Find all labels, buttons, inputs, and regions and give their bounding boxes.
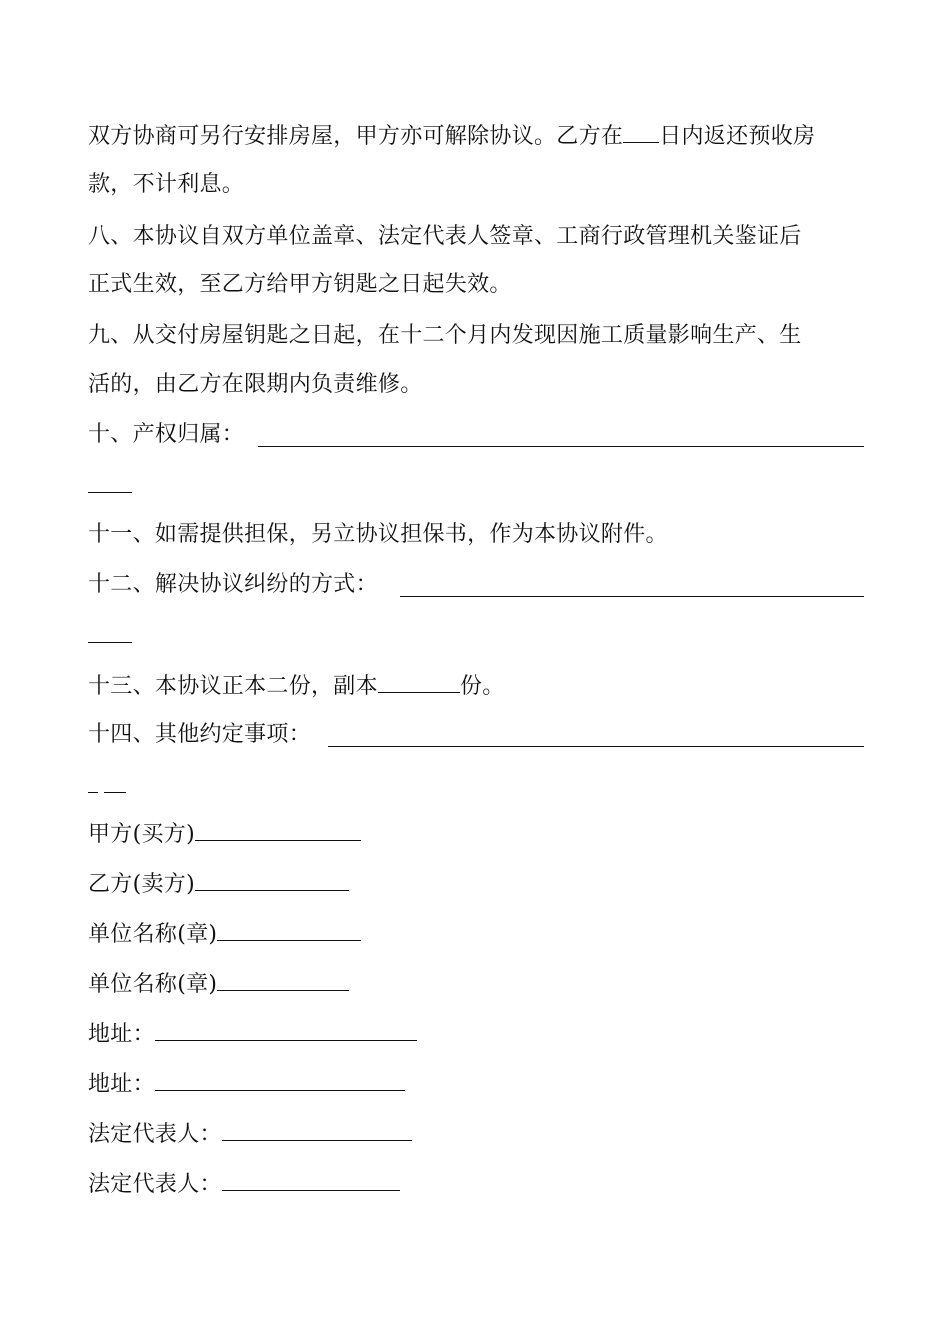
- copies-blank: [378, 670, 460, 693]
- clause-9: [88, 321, 802, 351]
- clause-text: 十、产权归属：: [88, 422, 245, 447]
- dispute-method-blank-continued: [88, 642, 132, 643]
- other-terms-blank: [328, 746, 864, 747]
- unit-name-blank: [217, 918, 361, 941]
- seller-label: 乙方(卖方): [88, 872, 195, 897]
- address-label: 地址：: [88, 1022, 155, 1047]
- address-line-1: [88, 1018, 417, 1050]
- days-blank: [623, 120, 659, 143]
- unit-name-blank: [217, 968, 349, 991]
- legal-rep-label: 法定代表人：: [88, 1172, 222, 1197]
- address-label: 地址：: [88, 1072, 155, 1097]
- clause-10: [88, 420, 244, 450]
- clause-text: 十一、如需提供担保，另立协议担保书，作为本协议附件。: [88, 522, 668, 547]
- address-line-2: [88, 1068, 405, 1100]
- clause-text: 款，不计利息。: [88, 172, 245, 197]
- clause-8: [88, 222, 802, 252]
- clause-text: 日内返还预收房: [659, 124, 816, 149]
- clause-text: 八、本协议自双方单位盖章、法定代表人签章、工商行政管理机关鉴证后: [88, 224, 802, 249]
- buyer-blank: [195, 818, 361, 841]
- clause-text: 十三、本协议正本二份，副本: [88, 674, 378, 699]
- clause-12: [88, 570, 378, 600]
- clause-text: 十四、其他约定事项：: [88, 722, 312, 747]
- clause-8-end: [88, 270, 512, 300]
- other-terms-blank-continued-b: [104, 792, 126, 793]
- clause-text: 十二、解决协议纠纷的方式：: [88, 572, 378, 597]
- address-blank: [155, 1018, 417, 1041]
- ownership-blank-continued: [88, 492, 132, 493]
- clause-9-end: [88, 370, 423, 400]
- clause-text: 正式生效，至乙方给甲方钥匙之日起失效。: [88, 272, 512, 297]
- clause-14: [88, 720, 311, 750]
- seller-blank: [195, 868, 349, 891]
- legal-rep-line-2: [88, 1168, 400, 1200]
- ownership-blank: [258, 446, 864, 447]
- legal-rep-line-1: [88, 1118, 412, 1150]
- clause-text: 份。: [459, 674, 505, 699]
- legal-rep-blank: [222, 1118, 412, 1141]
- clause-11: [88, 520, 668, 550]
- unit-name-label: 单位名称(章): [88, 972, 218, 997]
- clause-text: 九、从交付房屋钥匙之日起，在十二个月内发现因施工质量影响生产、生: [88, 323, 802, 348]
- buyer-signature-line: [88, 818, 361, 850]
- seller-signature-line: [88, 868, 349, 900]
- buyer-label: 甲方(买方): [88, 822, 195, 847]
- unit-name-label: 单位名称(章): [88, 922, 218, 947]
- dispute-method-blank: [400, 596, 864, 597]
- legal-rep-blank: [222, 1168, 400, 1191]
- unit-name-line-2: [88, 968, 349, 1000]
- clause-7-continuation: [88, 120, 815, 152]
- other-terms-blank-continued-a: [88, 792, 98, 793]
- address-blank: [155, 1068, 405, 1091]
- clause-13: [88, 670, 505, 702]
- clause-text: 活的，由乙方在限期内负责维修。: [88, 372, 423, 397]
- clause-7-end: [88, 170, 244, 200]
- legal-rep-label: 法定代表人：: [88, 1122, 222, 1147]
- clause-text: 双方协商可另行安排房屋，甲方亦可解除协议。乙方在: [88, 124, 624, 149]
- unit-name-line-1: [88, 918, 361, 950]
